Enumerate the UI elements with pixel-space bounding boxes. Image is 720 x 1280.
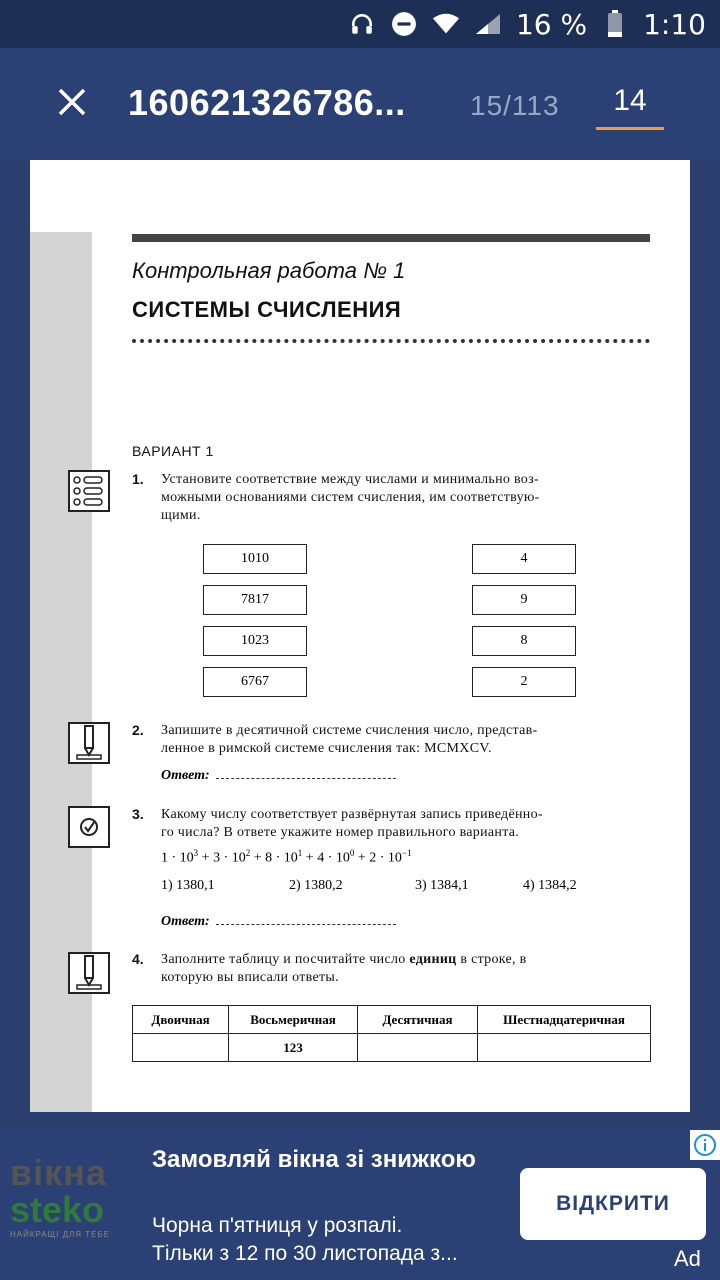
table-header: Десятичная bbox=[358, 1006, 478, 1034]
task2-answer-field bbox=[161, 768, 396, 784]
task3-text bbox=[161, 806, 661, 842]
dotted-rule bbox=[132, 339, 650, 343]
match-right-3: 8 bbox=[472, 626, 576, 656]
table-task-icon bbox=[68, 952, 110, 994]
battery-percent: 16 % bbox=[515, 7, 588, 41]
match-right-4: 2 bbox=[472, 667, 576, 697]
task1-line1: Установите соответствие между числами и минимально воз- bbox=[161, 472, 539, 487]
table-cell bbox=[358, 1034, 478, 1062]
match-right-1: 4 bbox=[472, 544, 576, 574]
task3-formula: $1 \cdot 10^3 + 3 \cdot 10^2 + 8 \cdot 10^1 + 4 \cdot 10^0 + 2 \cdot 10^{-1}$ bbox=[161, 848, 412, 866]
task2-text bbox=[161, 722, 661, 758]
ad-banner[interactable] bbox=[0, 1128, 720, 1280]
task2-line1: Запишите в десятичной системе счисления число, представ- bbox=[161, 723, 538, 738]
task3-option-1: 1) 1380,1 bbox=[161, 878, 215, 893]
task4-text bbox=[161, 951, 661, 987]
task2-line2: ленное в римской системе счисления так: MCMXCV. bbox=[161, 741, 492, 756]
ad-open-button[interactable]: ВІДКРИТИ bbox=[520, 1168, 706, 1240]
task3-answer-field bbox=[161, 914, 396, 930]
headphones-icon bbox=[348, 10, 376, 38]
ad-body bbox=[152, 1212, 512, 1268]
wifi-icon bbox=[432, 10, 460, 38]
match-left-4: 6767 bbox=[203, 667, 307, 697]
header-rule bbox=[132, 234, 650, 242]
task2-answer-label: Ответ: bbox=[161, 768, 210, 783]
table-cell: 123 bbox=[229, 1034, 358, 1062]
match-right-2: 9 bbox=[472, 585, 576, 615]
table-header: Шестнадцатеричная bbox=[478, 1006, 651, 1034]
conversion-table bbox=[132, 1005, 651, 1062]
table-header: Восьмеричная bbox=[229, 1006, 358, 1034]
status-bar bbox=[0, 0, 720, 48]
task4-number: 4. bbox=[132, 951, 144, 967]
close-button[interactable] bbox=[48, 78, 96, 126]
task3-option-2: 2) 1380,2 bbox=[289, 878, 343, 893]
task3-number: 3. bbox=[132, 806, 144, 822]
document-viewer[interactable] bbox=[0, 160, 720, 1128]
document-title: 160621326786... bbox=[128, 82, 406, 123]
table-row bbox=[133, 1034, 651, 1062]
clock: 1:10 bbox=[643, 7, 706, 41]
table-cell bbox=[478, 1034, 651, 1062]
battery-icon bbox=[601, 10, 629, 38]
ad-headline[interactable]: Замовляй вікна зі знижкою bbox=[152, 1146, 476, 1173]
ad-body-line2: Тільки з 12 по 30 листопада з... bbox=[152, 1242, 458, 1265]
table-header: Двоичная bbox=[133, 1006, 229, 1034]
ad-label: Ad bbox=[674, 1246, 701, 1271]
match-left-1: 1010 bbox=[203, 544, 307, 574]
task4-line2: которую вы вписали ответы. bbox=[161, 970, 339, 985]
task1-line3: щими. bbox=[161, 508, 201, 523]
close-icon bbox=[56, 86, 88, 118]
signal-icon bbox=[474, 10, 502, 38]
task3-answer-label: Ответ: bbox=[161, 914, 210, 929]
task1-text bbox=[161, 471, 661, 525]
variant-label: ВАРИАНТ 1 bbox=[132, 443, 214, 459]
document-page bbox=[30, 160, 690, 1112]
task1-number: 1. bbox=[132, 471, 144, 487]
viewer-toolbar bbox=[0, 48, 720, 160]
ad-info-button[interactable] bbox=[690, 1130, 720, 1160]
info-icon bbox=[693, 1133, 717, 1157]
task3-option-3: 3) 1384,1 bbox=[415, 878, 469, 893]
table-header-row bbox=[133, 1006, 651, 1034]
advertiser-logo: вікна steko НАЙКРАЩІ ДЛЯ ТЕБЕ bbox=[10, 1152, 111, 1239]
ad-body-line1: Чорна п'ятниця у розпалі. bbox=[152, 1214, 403, 1237]
task2-number: 2. bbox=[132, 722, 144, 738]
match-left-2: 7817 bbox=[203, 585, 307, 615]
choice-task-icon bbox=[68, 806, 110, 848]
do-not-disturb-icon bbox=[390, 10, 418, 38]
page-heading: Контрольная работа № 1 bbox=[132, 258, 406, 283]
table-cell bbox=[133, 1034, 229, 1062]
task3-line1: Какому числу соответствует развёрнутая запись приведённо- bbox=[161, 807, 543, 822]
task3-option-4: 4) 1384,2 bbox=[523, 878, 577, 893]
match-left-3: 1023 bbox=[203, 626, 307, 656]
page-counter: 15/113 bbox=[470, 90, 560, 121]
task4-line1: Заполните таблицу и посчитайте число единиц в строке, в bbox=[161, 952, 527, 967]
matching-task-icon bbox=[68, 470, 110, 512]
write-task-icon bbox=[68, 722, 110, 764]
task1-line2: можными основаниями систем счисления, им соответствую- bbox=[161, 490, 540, 505]
task3-line2: го числа? В ответе укажите номер правильного варианта. bbox=[161, 825, 520, 840]
page-number-input[interactable]: 14 bbox=[596, 84, 664, 130]
page-subheading: СИСТЕМЫ СЧИСЛЕНИЯ bbox=[132, 297, 402, 322]
